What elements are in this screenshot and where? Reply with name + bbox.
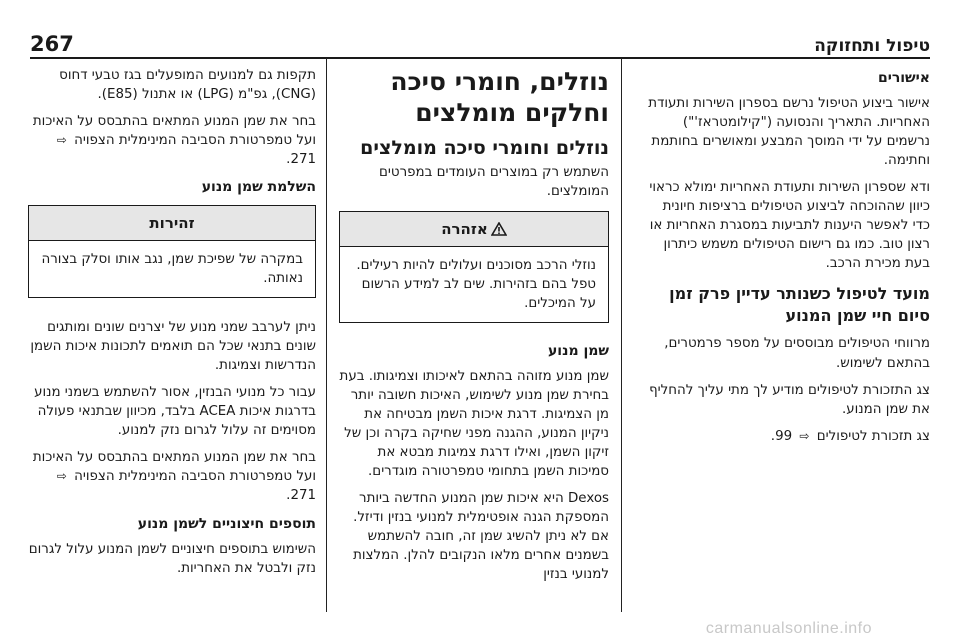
engine-oil-paragraph-1: שמן מנוע מזוהה בהתאם לאיכותו וצמיגותו. בעת בחירת שמן מנוע לשימוש, האיכות חשובה יותר מן הצמיגות. דרגת איכות השמן מבטיחה את ניקיון המנוע, ההגנה מפני שחיקה בקרה וכן של זיקון השמן, ואילו דרגת צמיגות מבטא את סמיכות השמן בתחומי טמפרטורה מוגדרים.	[339, 368, 609, 479]
page-number: 267	[30, 32, 74, 56]
warning-triangle-icon	[491, 222, 507, 236]
watermark: carmanualsonline.info	[705, 620, 872, 637]
left-paragraph-2: בחר את שמן המנוע המתאים בהתבסס על האיכות ועל טמפרטורת הסביבה המינימלית הצפויה ⇨ 271.	[32, 114, 316, 168]
main-heading: נוזלים, חומרי סיכה וחלקים מומלצים	[390, 67, 609, 128]
warning-header	[340, 212, 608, 247]
engine-oil-paragraph-2: Dexos היא איכות שמן המנוע החדשה ביותר המספקת הגנה אופטימלית למנועי בנזין ודיזל. אם לא ניתן להשיג שמן זה, חובה להשתמש בשמנים אחרים מלאו הנקובים להלן. המלצות למנועי בנזין	[353, 490, 609, 582]
approvals-paragraph-1: אישור ביצוע הטיפול נרשם בספרון השירות ותעודת האחריות. התאריך והנסועה ("קילומטראז'") נרשמים על ידי המוסך המבצע ומאושרים בחותמת וחתימה.	[648, 96, 930, 169]
left-paragraph-1: תקפות גם למנועים המופעלים בגז טבעי דחוס (CNG), גפ"מ (LPG) או אתנול (E85).	[59, 68, 316, 103]
page-reference-icon: ⇨	[56, 133, 67, 148]
approvals-paragraph-2: ודא שספרון השירות ותעודת האחריות ימולא כראוי כיוון שההוכחה לביצוע הטיפולים ברציפות חיונית כדי לאפשר היענות לתביעות במסגרת האחריות או רצון טוב. כמו גם רישום הטיפולים משמש כיתרון בעת מכירת הרכב.	[649, 180, 930, 272]
topup-heading: השלמת שמן מנוע	[201, 179, 316, 196]
fluids-intro: השתמש רק במוצרים העומדים במפרטים המומלצים.	[379, 164, 609, 199]
left-paragraph-4: עבור כל מנועי הבנזין, אסור להשתמש בשמני מנוע בדרגות איכות ACEA בלבד, מכיוון שבתנאי פעולה מסוימים זה עלול לגרום נזק למנוע.	[34, 385, 316, 439]
warning-body: נוזלי הרכב מסוכנים ועלולים להיות רעילים. טפל בהם בזהירות. שים לב למידע הרשום על המיכלים.	[356, 257, 596, 311]
warning-title: אזהרה	[441, 219, 488, 238]
warning-box	[339, 211, 609, 323]
additives-body: השימוש בתוספים חיצוניים לשמן המנוע עלול לגרום נזק ולבטל את האחריות.	[28, 541, 316, 576]
left-paragraph-2-page[interactable]: 271	[290, 152, 316, 168]
caution-title: זהירות	[29, 206, 315, 241]
interval-paragraph-1: מרווחי הטיפולים מבוססים על מספר פרמטרים, בהתאם לשימוש.	[664, 336, 930, 371]
caution-body: במקרה של שפיכת שמן, נגב אותו וסלק בצורה נאותה.	[41, 252, 303, 287]
interval-cross-reference[interactable]: צג תזכורת לטיפולים ⇨ 99.	[770, 428, 930, 444]
interval-heading: מועד לטיפול כשנותר עדיין פרק זמן סיום חיי שמן המנוע	[669, 284, 930, 325]
column-left	[28, 58, 326, 612]
caution-box	[28, 205, 316, 298]
page-header	[30, 22, 930, 56]
left-paragraph-5-page[interactable]: 271	[290, 488, 316, 504]
left-paragraph-3: ניתן לערבב שמני מנוע של יצרנים שונים ומותגים שונים בתנאי שכל הם תואמים לתכונות איכות השמן הנדרשות וצמיגות.	[30, 320, 316, 374]
left-paragraph-5-text: בחר את שמן המנוע המתאים בהתבסס על האיכות ועל טמפרטורת הסביבה המינימלית הצפויה	[32, 450, 316, 485]
approvals-heading: אישורים	[877, 70, 930, 86]
interval-paragraph-2: צג התזכורת לטיפולים מודיע לך מתי עליך להחליף את שמן המנוע.	[649, 382, 930, 417]
xref-text: צג תזכורת לטיפולים	[816, 428, 930, 444]
engine-oil-heading: שמן מנוע	[547, 342, 609, 359]
left-paragraph-5: בחר את שמן המנוע המתאים בהתבסס על האיכות ועל טמפרטורת הסביבה המינימלית הצפויה ⇨ 271.	[32, 450, 316, 504]
column-right	[632, 58, 930, 612]
page-reference-icon: ⇨	[56, 469, 67, 484]
fluids-subheading: נוזלים וחומרי סיכה מומלצים	[360, 136, 609, 159]
page-reference-icon: ⇨	[799, 428, 810, 443]
additives-heading: תוספים חיצוניים לשמן מנוע	[137, 515, 316, 532]
section-title: טיפול ותחזוקה	[814, 36, 930, 56]
left-paragraph-2-text: בחר את שמן המנוע המתאים בהתבסס על האיכות ועל טמפרטורת הסביבה המינימלית הצפויה	[32, 114, 316, 149]
xref-page: 99	[775, 428, 793, 444]
column-middle	[326, 58, 622, 612]
